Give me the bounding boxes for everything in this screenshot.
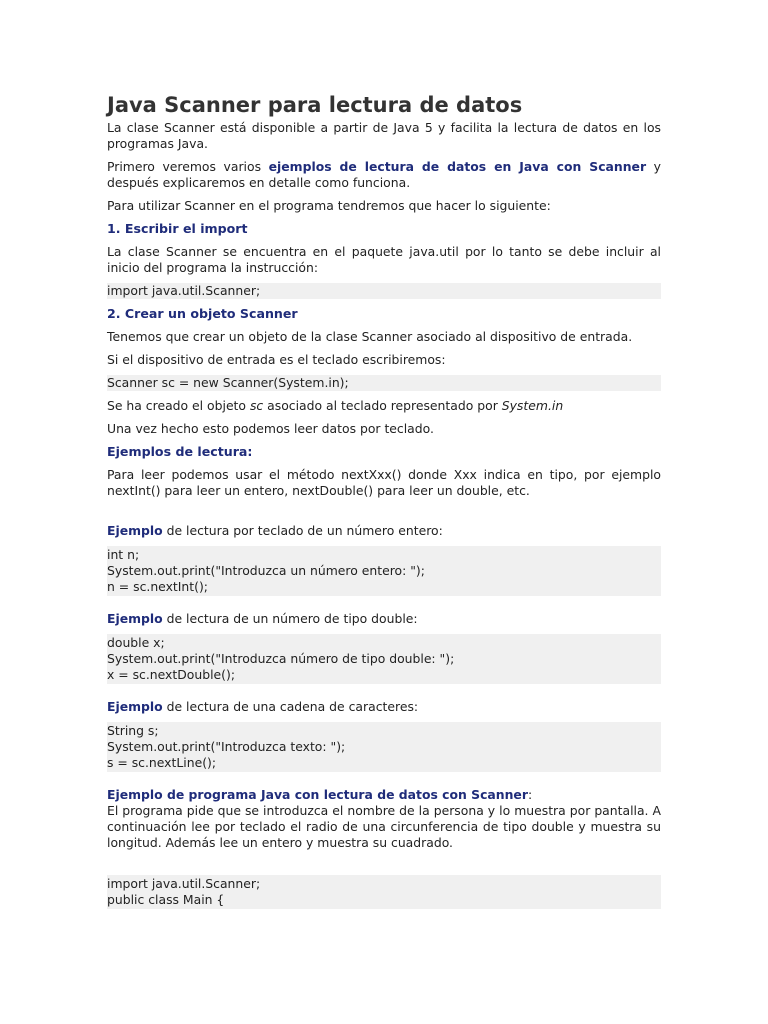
program-heading-text: Ejemplo de programa Java con lectura de datos con Scanner [107,787,528,802]
text3-em-sc: sc [249,398,264,413]
code-block-program: import java.util.Scanner; public class Main { [107,875,661,909]
examples-text: Para leer podemos usar el método nextXxx() donde Xxx indica en tipo, por ejemplo nextInt() para leer un entero, nextDouble() para leer un double, etc. [107,467,661,498]
intro-paragraph-2 [107,159,661,191]
intro-text-post: y después explicaremos en detalle como funciona. [107,159,661,190]
code-block-scanner: Scanner sc = new Scanner(System.in); [107,375,661,391]
page-title: Java Scanner para lectura de datos [107,93,523,117]
example-string-caption [107,699,661,715]
section-scanner-text-4: Una vez hecho esto podemos leer datos por teclado. [107,421,434,436]
intro-paragraph: La clase Scanner está disponible a partir de Java 5 y facilita la lectura de datos en los programas Java. [107,120,661,151]
example-label: Ejemplo [107,523,163,538]
example-label: Ejemplo [107,699,163,714]
text3-em-systemin: System.in [501,398,564,413]
intro-paragraph-3: Para utilizar Scanner en el programa tendremos que hacer lo siguiente: [107,198,551,213]
code-block-example-int: int n; System.out.print("Introduzca un número entero: "); n = sc.nextInt(); [107,546,661,596]
section-heading-scanner: 2. Crear un objeto Scanner [107,306,298,321]
section-scanner-text-2: Si el dispositivo de entrada es el teclado escribiremos: [107,352,446,367]
code-block-import: import java.util.Scanner; [107,283,661,299]
examples-link[interactable]: ejemplos de lectura de datos en Java con Scanner [268,159,647,174]
program-description: El programa pide que se introduzca el nombre de la persona y lo muestra por pantalla. A continuación lee por teclado el radio de una circunferencia de tipo double y muestra su longitud. Además lee un entero y muestra su cuadrado. [107,803,661,850]
intro-text-pre: Primero veremos varios [107,159,269,174]
spacer [107,506,661,523]
section-heading-import: 1. Escribir el import [107,221,248,236]
section-heading-examples: Ejemplos de lectura: [107,444,253,459]
code-block-example-double: double x; System.out.print("Introduzca número de tipo double: "); x = sc.nextDouble(); [107,634,661,684]
example-desc: de lectura por teclado de un número entero: [162,523,443,538]
example-double-caption [107,611,661,627]
spacer [107,779,661,787]
text3-pre: Se ha creado el objeto [107,398,250,413]
spacer [107,603,661,611]
spacer [107,858,661,875]
document-page [107,92,661,916]
program-heading [107,787,661,803]
example-desc: de lectura de una cadena de caracteres: [162,699,419,714]
program-heading-colon: : [527,787,533,802]
code-block-example-string: String s; System.out.print("Introduzca texto: "); s = sc.nextLine(); [107,722,661,772]
section-import-text: La clase Scanner se encuentra en el paquete java.util por lo tanto se debe incluir al inicio del programa la instrucción: [107,244,661,275]
example-int-caption [107,523,661,539]
section-scanner-text-3 [107,398,661,414]
text3-mid: asociado al teclado representado por [263,398,502,413]
spacer [107,691,661,699]
section-scanner-text-1: Tenemos que crear un objeto de la clase Scanner asociado al dispositivo de entrada. [107,329,633,344]
example-desc: de lectura de un número de tipo double: [162,611,418,626]
example-label: Ejemplo [107,611,163,626]
